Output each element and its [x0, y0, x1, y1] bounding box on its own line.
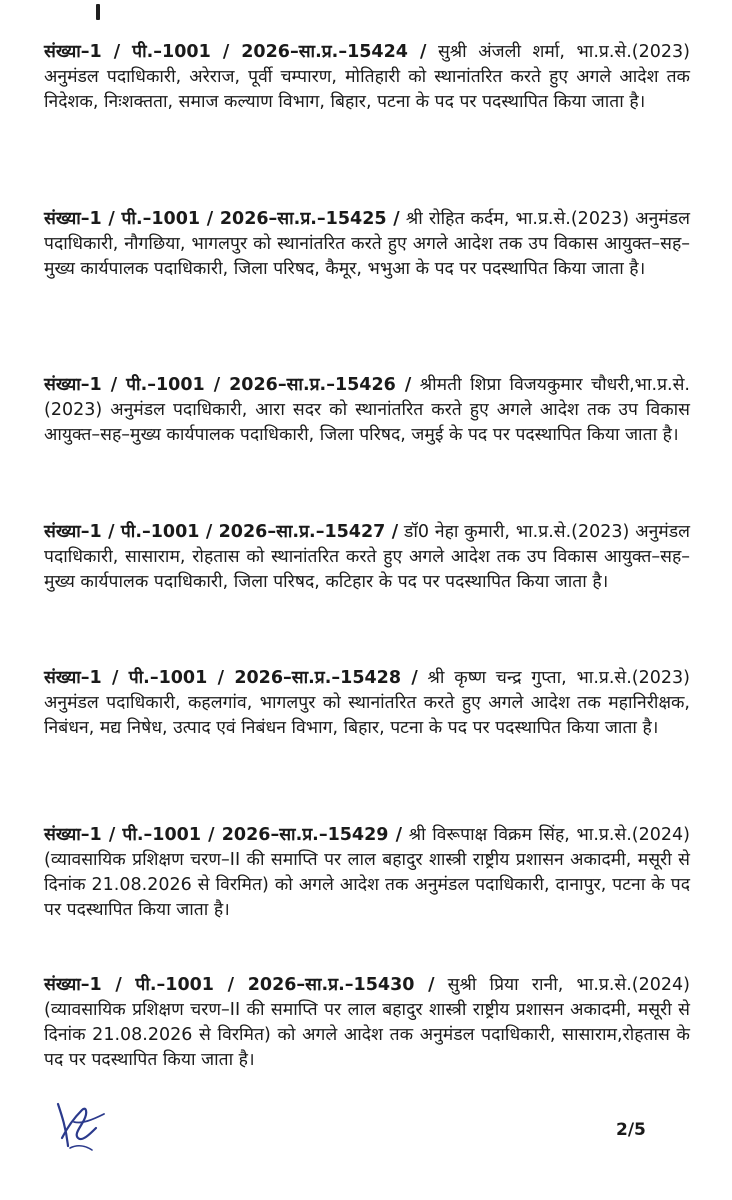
order-number: संख्या–1 / पी.–1001 / 2026–सा.प्र.–15427 / [44, 522, 399, 542]
order-number: संख्या–1 / पी.–1001 / 2026–सा.प्र.–15425 / [44, 209, 400, 229]
order-paragraph-15425 [44, 207, 690, 282]
order-text: श्री रोहित कर्दम, भा.प्र.से.(2023) अनुमंडल पदाधिकारी, नौगछिया, भागलपुर को स्थानांतरित करते हुए अगले आदेश तक उप विकास आयुक्त–सह–मुख्य कार्यपालक पदाधिकारी, जिला परिषद, कैमूर, भभुआ के पद पर पदस्थापित किया जाता है। [44, 209, 690, 279]
order-paragraph-15427 [44, 520, 690, 595]
order-number: संख्या–1 / पी.–1001 / 2026–सा.प्र.–15429 / [44, 825, 403, 845]
handwritten-signature [52, 1098, 122, 1154]
order-text: श्री कृष्ण चन्द्र गुप्ता, भा.प्र.से.(2023) अनुमंडल पदाधिकारी, कहलगांव, भागलपुर को स्थानांतरित करते हुए अगले आदेश तक महानिरीक्षक, निबंधन, मद्य निषेध, उत्पाद एवं निबंधन विभाग, बिहार, पटना के पद पर पदस्थापित किया जाता है। [44, 668, 690, 738]
order-paragraph-15429 [44, 823, 690, 923]
order-text: सुश्री प्रिया रानी, भा.प्र.से.(2024) (व्यावसायिक प्रशिक्षण चरण–II की समाप्ति पर लाल बहादुर शास्त्री राष्ट्रीय प्रशासन अकादमी, मसूरी से दिनांक 21.08.2026 से विरमित) को अगले आदेश तक अनुमंडल पदाधिकारी, सासाराम,रोहतास के पद पर पदस्थापित किया जाता है। [44, 975, 690, 1070]
order-paragraph-15424 [44, 40, 690, 115]
order-number: संख्या–1 / पी.–1001 / 2026–सा.प्र.–15428 / [44, 668, 418, 688]
order-number: संख्या–1 / पी.–1001 / 2026–सा.प्र.–15430 / [44, 975, 435, 995]
order-number: संख्या–1 / पी.–1001 / 2026–सा.प्र.–15426 / [44, 375, 412, 395]
order-paragraph-15430 [44, 973, 690, 1073]
order-paragraph-15428 [44, 666, 690, 741]
order-number: संख्या–1 / पी.–1001 / 2026–सा.प्र.–15424 / [44, 42, 427, 62]
order-text: सुश्री अंजली शर्मा, भा.प्र.से.(2023) अनुमंडल पदाधिकारी, अरेराज, पूर्वी चम्पारण, मोतिहारी को स्थानांतरित करते हुए अगले आदेश तक निदेशक, निःशक्तता, समाज कल्याण विभाग, बिहार, पटना के पद पर पदस्थापित किया जाता है। [44, 42, 690, 112]
page-top-mark [96, 4, 100, 20]
order-text: डॉ0 नेहा कुमारी, भा.प्र.से.(2023) अनुमंडल पदाधिकारी, सासाराम, रोहतास को स्थानांतरित करते हुए अगले आदेश तक उप विकास आयुक्त–सह–मुख्य कार्यपालक पदाधिकारी, जिला परिषद, कटिहार के पद पर पदस्थापित किया जाता है। [44, 522, 690, 592]
order-paragraph-15426 [44, 373, 690, 448]
page-number: 2/5 [616, 1120, 646, 1140]
order-text: श्रीमती शिप्रा विजयकुमार चौधरी,भा.प्र.से. (2023) अनुमंडल पदाधिकारी, आरा सदर को स्थानांतरित करते हुए अगले आदेश तक उप विकास आयुक्त–सह–मुख्य कार्यपालक पदाधिकारी, जिला परिषद, जमुई के पद पर पदस्थापित किया जाता है। [44, 375, 690, 445]
order-text: श्री विरूपाक्ष विक्रम सिंह, भा.प्र.से.(2024) (व्यावसायिक प्रशिक्षण चरण–II की समाप्ति पर लाल बहादुर शास्त्री राष्ट्रीय प्रशासन अकादमी, मसूरी से दिनांक 21.08.2026 से विरमित) को अगले आदेश तक अनुमंडल पदाधिकारी, दानापुर, पटना के पद पर पदस्थापित किया जाता है। [44, 825, 690, 920]
